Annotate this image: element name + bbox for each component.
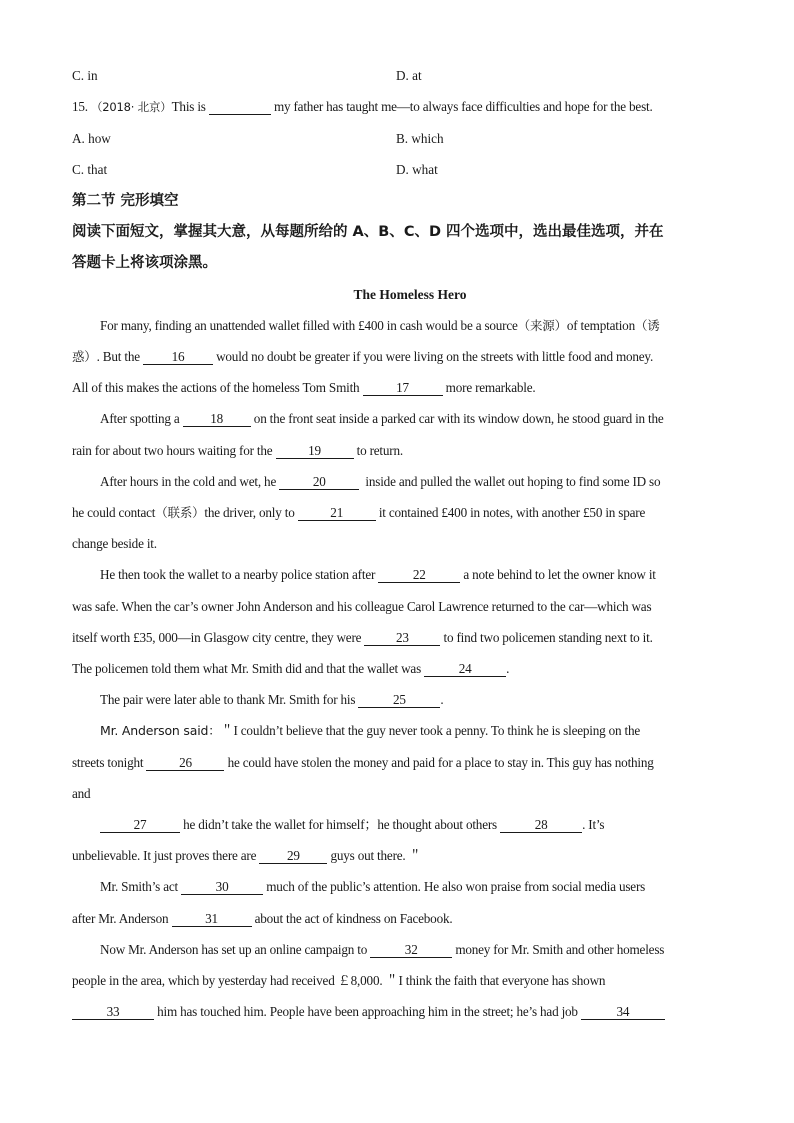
passage-line: he could contact（联系）the driver, only to 21 it contained £400 in notes, with another £50 in spare xyxy=(72,505,646,520)
section-title: 第二节 完形填空 xyxy=(72,193,179,209)
blank-26: 26 xyxy=(146,755,224,771)
passage-line: itself worth £35, 000—in Glasgow city centre, they were 23 to find two policemen standing next to it. xyxy=(72,630,653,645)
blank-30: 30 xyxy=(181,879,263,895)
passage-line: and xyxy=(72,786,91,801)
passage-line: streets tonight 26 he could have stolen the money and paid for a place to stay in. This guy has nothing xyxy=(72,755,654,770)
answer-blank xyxy=(209,99,271,115)
passage-line: For many, finding an unattended wallet filled with £400 in cash would be a source（来源）of temptation（诱 xyxy=(100,318,660,333)
passage-line: Mr. Smith’s act 30 much of the public’s attention. He also won praise from social media users xyxy=(100,879,646,894)
section-instruction: 阅读下面短文，掌握其大意，从每题所给的 A、B、C、D 四个选项中，选出最佳选项，并在 xyxy=(72,224,664,240)
passage-line: was safe. When the car’s owner John Anderson and his colleague Carol Lawrence returned to the car—which was xyxy=(72,599,652,614)
blank-16: 16 xyxy=(143,349,213,365)
blank-34: 34 xyxy=(581,1004,665,1020)
passage-line: He then took the wallet to a nearby police station after 22 a note behind to let the owner know it xyxy=(100,567,656,582)
blank-17: 17 xyxy=(363,380,443,396)
passage-line: Now Mr. Anderson has set up an online campaign to 32 money for Mr. Smith and other homeless xyxy=(100,942,665,957)
blank-28: 28 xyxy=(500,817,582,833)
q15-option-c: C. that xyxy=(72,162,108,177)
passage-line: All of this makes the actions of the homeless Tom Smith 17 more remarkable. xyxy=(72,380,536,395)
question-text: my father has taught me—to always face difficulties and hope for the best. xyxy=(273,99,653,114)
blank-19: 19 xyxy=(276,443,354,459)
q15-option-a: A. how xyxy=(72,131,111,146)
passage-line: Mr. Anderson said：＂I couldn’t believe that the guy never took a penny. To think he is sleeping on the xyxy=(100,723,641,738)
blank-22: 22 xyxy=(378,567,460,583)
passage-title: The Homeless Hero xyxy=(353,287,467,302)
blank-27: 27 xyxy=(100,817,180,833)
blank-32: 32 xyxy=(370,942,452,958)
passage-line: The pair were later able to thank Mr. Smith for his 25 . xyxy=(100,692,444,707)
section-instruction: 答题卡上将该项涂黑。 xyxy=(72,255,217,271)
q14-option-c: C. in xyxy=(72,68,98,83)
passage-line: After spotting a 18 on the front seat inside a parked car with its window down, he stood guard in the xyxy=(100,411,664,426)
passage-line: The policemen told them what Mr. Smith did and that the wallet was 24 . xyxy=(72,661,510,676)
blank-29: 29 xyxy=(259,848,327,864)
passage-line: unbelievable. It just proves there are 29 guys out there. ＂ xyxy=(72,848,422,863)
passage-line: after Mr. Anderson 31 about the act of kindness on Facebook. xyxy=(72,911,453,926)
blank-23: 23 xyxy=(364,630,440,646)
blank-25: 25 xyxy=(358,692,440,708)
passage-line: rain for about two hours waiting for the 19 to return. xyxy=(72,443,403,458)
q15-option-b: B. which xyxy=(396,131,444,146)
blank-20: 20 xyxy=(279,474,359,490)
passage-line: people in the area, which by yesterday had received ￡8,000. ＂I think the faith that everyone has shown xyxy=(72,973,606,988)
passage-line: 惑）. But the 16 would no doubt be greater if you were living on the streets with little food and money. xyxy=(72,349,654,364)
blank-18: 18 xyxy=(183,411,251,427)
question-text: This is xyxy=(171,99,206,114)
question-15 xyxy=(72,98,722,116)
q15-option-d: D. what xyxy=(396,162,438,177)
blank-31: 31 xyxy=(172,911,252,927)
question-number: 15. xyxy=(72,99,88,114)
passage-line: After hours in the cold and wet, he 20 inside and pulled the wallet out hoping to find some ID so xyxy=(100,474,661,489)
passage-line: 27 he didn’t take the wallet for himself；he thought about others 28 . It’s xyxy=(100,816,750,834)
passage-line: 33 him has touched him. People have been approaching him in the street; he’s had job 34 xyxy=(72,1003,722,1021)
blank-21: 21 xyxy=(298,505,376,521)
q14-option-d: D. at xyxy=(396,68,422,83)
blank-24: 24 xyxy=(424,661,506,677)
question-source: （2018· 北京） xyxy=(91,100,172,114)
blank-33: 33 xyxy=(72,1004,154,1020)
passage-line: change beside it. xyxy=(72,536,157,551)
